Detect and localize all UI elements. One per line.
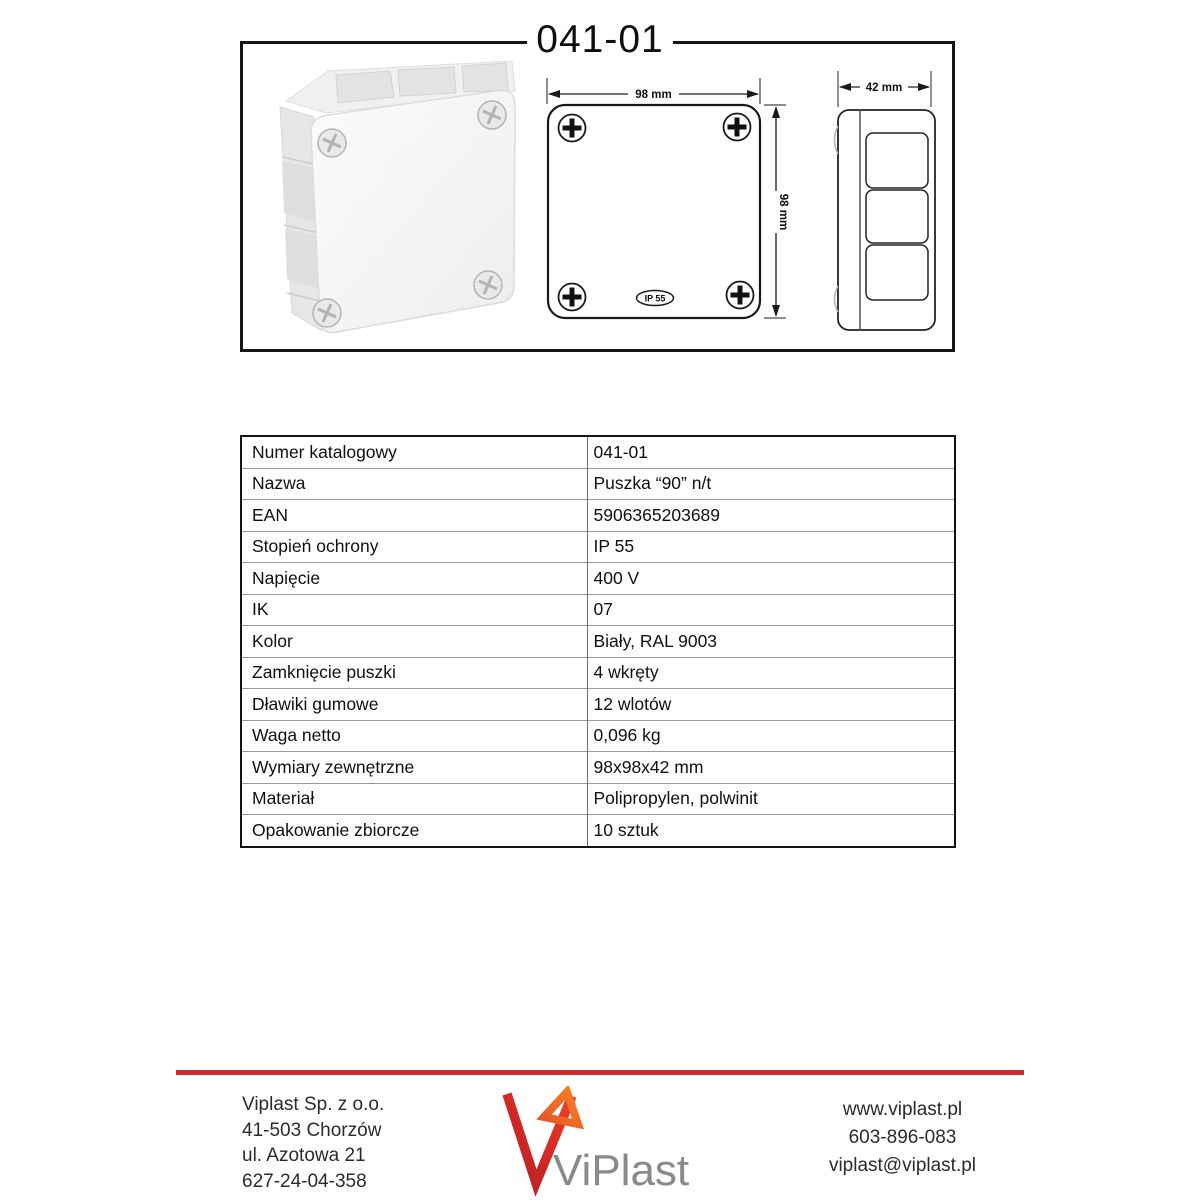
spec-table — [240, 435, 956, 848]
spec-value: IP 55 — [587, 531, 955, 563]
spec-label: Dławiki gumowe — [241, 689, 587, 721]
screw-icon — [559, 115, 586, 142]
spec-label: Napięcie — [241, 563, 587, 595]
spec-label: Zamknięcie puszki — [241, 657, 587, 689]
table-row — [241, 563, 955, 595]
screw-icon — [318, 129, 346, 157]
spec-value: 98x98x42 mm — [587, 752, 955, 784]
spec-value: Biały, RAL 9003 — [587, 626, 955, 658]
table-row — [241, 689, 955, 721]
spec-value: 12 wlotów — [587, 689, 955, 721]
contact-info-block — [780, 1096, 1025, 1180]
address-line: 627-24-04-358 — [242, 1170, 367, 1192]
ip-rating-label: IP 55 — [644, 293, 666, 304]
table-row — [241, 720, 955, 752]
spec-value: Puszka “90” n/t — [587, 468, 955, 500]
spec-value: 5906365203689 — [587, 500, 955, 532]
spec-label: Kolor — [241, 626, 587, 658]
page-title: 041-01 — [527, 16, 673, 63]
footer-accent-rule — [176, 1070, 1024, 1075]
spec-label: IK — [241, 594, 587, 626]
screw-icon — [724, 114, 751, 141]
spec-value: 4 wkręty — [587, 657, 955, 689]
spec-value: 07 — [587, 594, 955, 626]
table-row — [241, 752, 955, 784]
contact-line: viplast@viplast.pl — [828, 1155, 977, 1176]
side-view-drawing — [835, 71, 936, 330]
spec-label: Wymiary zewnętrzne — [241, 752, 587, 784]
table-row — [241, 626, 955, 658]
spec-value: Polipropylen, polwinit — [587, 783, 955, 815]
spec-label: Opakowanie zbiorcze — [241, 815, 587, 847]
address-line: Viplast Sp. z o.o. — [242, 1094, 385, 1115]
spec-label: EAN — [241, 500, 587, 532]
side-width-dimension-label: 42 mm — [865, 82, 903, 94]
contact-line: www.viplast.pl — [842, 1099, 963, 1120]
screw-icon — [474, 271, 502, 299]
table-row — [241, 783, 955, 815]
spec-label: Waga netto — [241, 720, 587, 752]
spec-label: Stopień ochrony — [241, 531, 587, 563]
spec-value: 041-01 — [587, 436, 955, 468]
table-row — [241, 500, 955, 532]
table-row — [241, 436, 955, 468]
screw-icon — [559, 284, 586, 311]
address-line: ul. Azotowa 21 — [242, 1145, 366, 1166]
table-row — [241, 468, 955, 500]
spec-value: 0,096 kg — [587, 720, 955, 752]
spec-value: 10 sztuk — [587, 815, 955, 847]
company-address-block — [242, 1092, 384, 1194]
product-photo — [280, 61, 515, 332]
logo-wordmark: ViPlast — [553, 1146, 690, 1195]
front-width-dimension-label: 98 mm — [635, 89, 672, 101]
table-row — [241, 531, 955, 563]
table-row — [241, 594, 955, 626]
spec-label: Numer katalogowy — [252, 441, 397, 462]
table-row — [241, 815, 955, 847]
screw-icon — [478, 101, 506, 129]
table-row — [241, 657, 955, 689]
product-views-drawing — [240, 41, 955, 352]
spec-label: Materiał — [241, 783, 587, 815]
spec-value: 400 V — [587, 563, 955, 595]
screw-icon — [313, 299, 341, 327]
front-height-dimension-label: 98 mm — [777, 193, 789, 231]
address-line: 41-503 Chorzów — [242, 1119, 382, 1141]
screw-icon — [727, 282, 754, 309]
spec-label: Nazwa — [241, 468, 587, 500]
viplast-logo — [493, 1086, 748, 1200]
front-view-drawing — [547, 78, 789, 318]
contact-line: 603-896-083 — [848, 1127, 957, 1148]
